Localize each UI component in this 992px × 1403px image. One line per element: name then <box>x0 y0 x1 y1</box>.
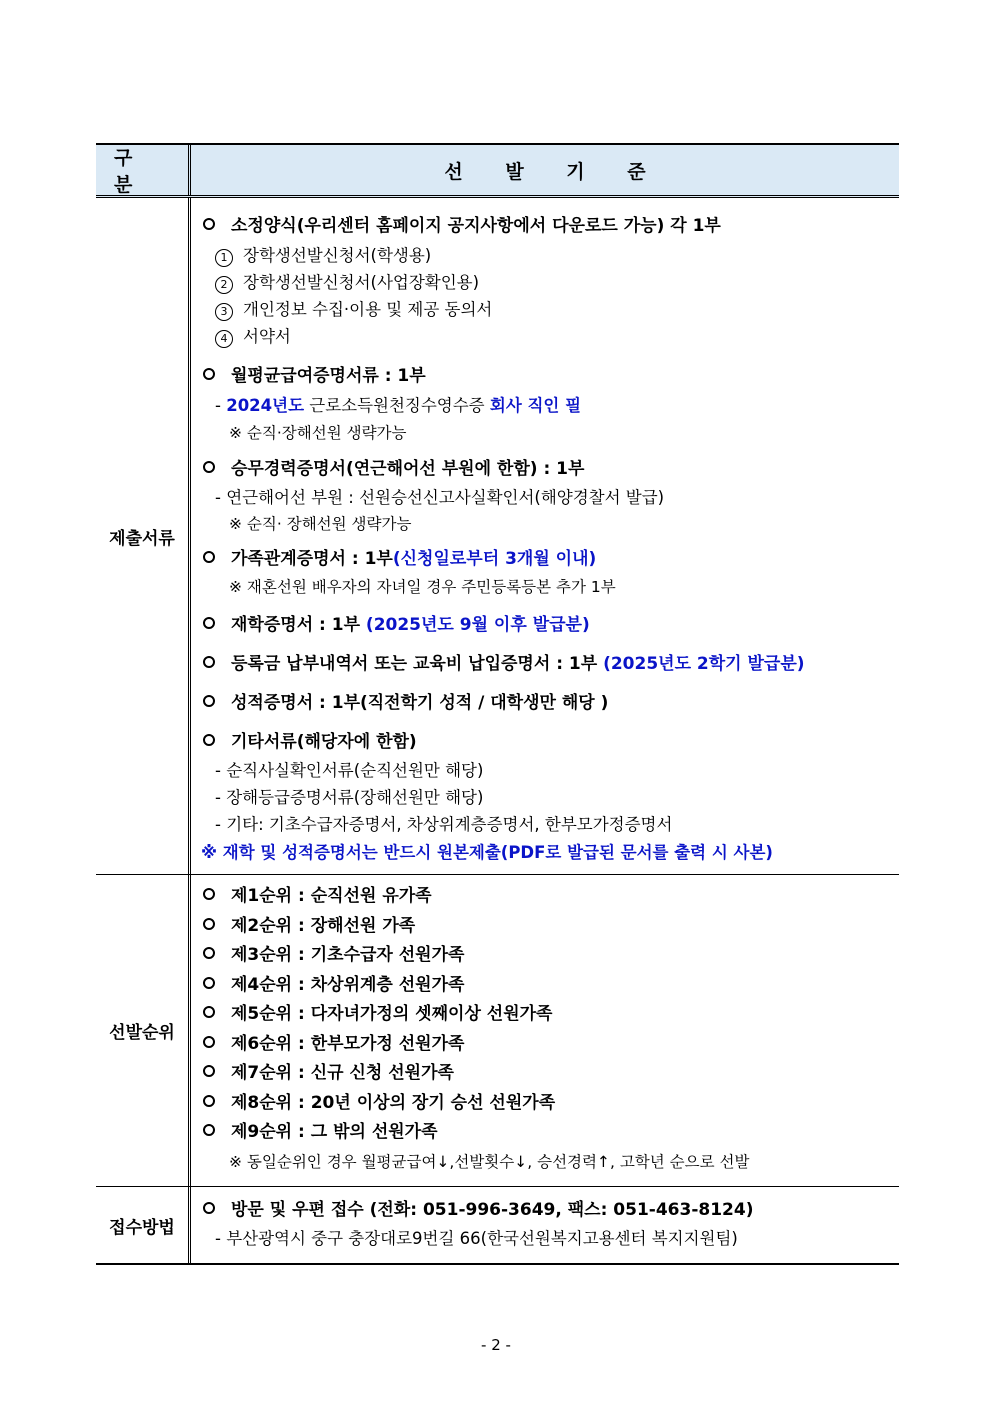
form-item: 2 장학생선발신청서(사업장확인용) <box>201 269 899 296</box>
career-title: 승무경력증명서(연근해어선 부원에 한함) : 1부 <box>201 454 899 484</box>
circle-bullet-icon <box>203 368 215 380</box>
original-required-note: ※ 재학 및 성적증명서는 반드시 원본제출(PDF로 발급된 문서를 출력 시 사본) <box>201 843 773 862</box>
circle-bullet-icon <box>203 656 215 668</box>
circle-bullet-icon <box>203 1065 215 1077</box>
circle-bullet-icon <box>203 551 215 563</box>
family-note: ※ 재혼선원 배우자의 자녀일 경우 주민등록등본 추가 1부 <box>229 578 616 596</box>
career-note: ※ 순직· 장해선원 생략가능 <box>229 515 412 533</box>
submission-content <box>191 1187 899 1263</box>
priority-item: 제4순위 : 차상위계층 선원가족 <box>201 971 899 1001</box>
priority-item: 제2순위 : 장해선원 가족 <box>201 912 899 942</box>
circle-bullet-icon <box>203 1006 215 1018</box>
etc-item: - 기타: 기초수급자증명서, 차상위계층증명서, 한부모가정증명서 <box>215 815 673 834</box>
priority-item: 제9순위 : 그 밖의 선원가족 <box>201 1118 899 1148</box>
circle-bullet-icon <box>203 695 215 707</box>
page-number: - 2 - <box>481 1336 511 1354</box>
circle-bullet-icon <box>203 1124 215 1136</box>
circle-bullet-icon <box>203 734 215 746</box>
circle-bullet-icon <box>203 947 215 959</box>
priority-item: 제6순위 : 한부모가정 선원가족 <box>201 1030 899 1060</box>
form-item: 4 서약서 <box>201 323 899 350</box>
header-criteria: 선 발 기 준 <box>444 160 664 183</box>
table-header <box>96 143 899 198</box>
circle-bullet-icon <box>203 1202 215 1214</box>
row-submission <box>96 1187 899 1265</box>
tuition-title: 등록금 납부내역서 또는 교육비 납입증명서 : 1부 (2025년도 2학기 발급분) <box>201 649 899 679</box>
wage-note: ※ 순직·장해선원 생략가능 <box>229 424 407 442</box>
circle-bullet-icon <box>203 218 215 230</box>
circle-bullet-icon <box>203 1036 215 1048</box>
priority-item: 제1순위 : 순직선원 유가족 <box>201 882 899 912</box>
form-title: 소정양식(우리센터 홈페이지 공지사항에서 다운로드 가능) 각 1부 <box>201 210 899 242</box>
priority-item: 제7순위 : 신규 신청 선원가족 <box>201 1059 899 1089</box>
wage-title: 월평균급여증명서류 : 1부 <box>201 360 899 392</box>
submission-label: 접수방법 <box>96 1187 191 1263</box>
family-title: 가족관계증명서 : 1부(신청일로부터 3개월 이내) <box>201 544 899 574</box>
header-category: 구 분 <box>96 145 191 195</box>
circle-bullet-icon <box>203 461 215 473</box>
priority-content <box>191 875 899 1186</box>
priority-label: 선발순위 <box>96 875 191 1186</box>
submission-method: 방문 및 우편 접수 (전화: 051-996-3649, 팩스: 051-463-8124) <box>201 1195 899 1225</box>
circle-bullet-icon <box>203 977 215 989</box>
circle-bullet-icon <box>203 617 215 629</box>
submission-address: - 부산광역시 중구 충장대로9번길 66(한국선원복지고용센터 복지지원팀) <box>215 1229 738 1248</box>
priority-item: 제3순위 : 기초수급자 선원가족 <box>201 941 899 971</box>
etc-item: - 순직사실확인서류(순직선원만 해당) <box>215 761 484 780</box>
priority-tiebreak-note: ※ 동일순위인 경우 월평균급여↓,선발횟수↓, 승선경력↑, 고학년 순으로 선발 <box>229 1152 750 1171</box>
career-sub: - 연근해어선 부원 : 선원승선신고사실확인서(해양경찰서 발급) <box>215 488 665 507</box>
wage-sub: - 2024년도 근로소득원천징수영수증 회사 직인 필 <box>215 396 582 415</box>
priority-item: 제8순위 : 20년 이상의 장기 승선 선원가족 <box>201 1089 899 1119</box>
form-item: 1 장학생선발신청서(학생용) <box>201 242 899 269</box>
enroll-title: 재학증명서 : 1부 (2025년도 9월 이후 발급분) <box>201 610 899 640</box>
priority-item: 제5순위 : 다자녀가정의 셋째이상 선원가족 <box>201 1000 899 1030</box>
documents-label: 제출서류 <box>96 198 191 874</box>
etc-item: - 장해등급증명서류(장해선원만 해당) <box>215 788 484 807</box>
circle-bullet-icon <box>203 1095 215 1107</box>
circle-bullet-icon <box>203 888 215 900</box>
row-documents <box>96 198 899 875</box>
grade-title: 성적증명서 : 1부(직전학기 성적 / 대학생만 해당 ) <box>201 688 899 718</box>
row-priority <box>96 875 899 1187</box>
selection-criteria-table <box>96 143 899 1265</box>
form-item: 3 개인정보 수집·이용 및 제공 동의서 <box>201 296 899 323</box>
etc-title: 기타서류(해당자에 한함) <box>201 727 899 757</box>
circle-bullet-icon <box>203 918 215 930</box>
documents-content <box>191 198 899 874</box>
